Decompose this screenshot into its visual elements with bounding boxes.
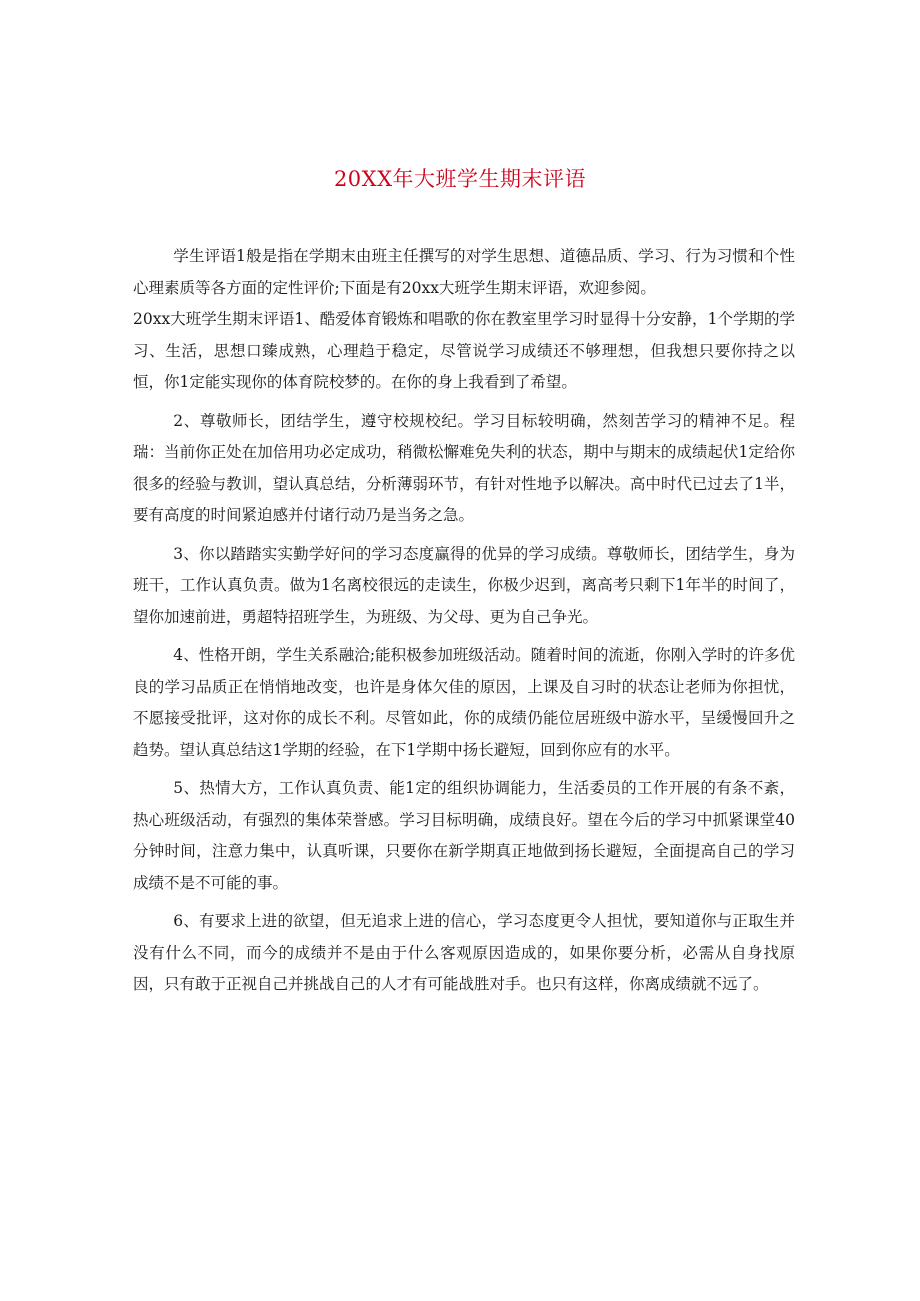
comment-paragraph-4: 4、性格开朗，学生关系融洽;能积极参加班级活动。随着时间的流逝，你刚入学时的许多优良的学习品质正在悄悄地改变，也许是身体欠佳的原因，上课及自习时的状态让老师为你担忧，不愿接受批评，这对你的成长不利。尽管如此，你的成绩仍能位居班级中游水平，呈缓慢回升之趋势。望认真总结这1学期的经验，在下1学期中扬长避短，回到你应有的水平。 bbox=[133, 646, 795, 759]
comment-paragraph-1: 20xx大班学生期末评语1、酷爱体育锻炼和唱歌的你在教室里学习时显得十分安静，1个学期的学习、生活，思想口臻成熟，心理趋于稳定，尽管说学习成绩还不够理想，但我想只要你持之以恒，你1定能实现你的体育院校梦的。在你的身上我看到了希望。 bbox=[133, 310, 795, 391]
comment-paragraph-2: 2、尊敬师长，团结学生，遵守校规校纪。学习目标较明确，然刻苦学习的精神不足。程瑞：当前你正处在加倍用功必定成功，稍微松懈难免失利的状态，期中与期末的成绩起伏1定给你很多的经验与教训，望认真总结，分析薄弱环节，有针对性地予以解决。高中时代已过去了1半，要有高度的时间紧迫感并付诸行动乃是当务之急。 bbox=[133, 411, 795, 524]
comment-paragraph-3: 3、你以踏踏实实勤学好问的学习态度赢得的优异的学习成绩。尊敬师长，团结学生，身为班干，工作认真负责。做为1名离校很远的走读生，你极少迟到，离高考只剩下1年半的时间了，望你加速前进，勇超特招班学生，为班级、为父母、更为自己争光。 bbox=[133, 544, 795, 626]
comment-paragraph-5: 5、热情大方，工作认真负责、能1定的组织协调能力，生活委员的工作开展的有条不紊，热心班级活动，有强烈的集体荣誉感。学习目标明确，成绩良好。望在今后的学习中抓紧课堂40分钟时间，注意力集中，认真听课，只要你在新学期真正地做到扬长避短，全面提高自己的学习成绩不是不可能的事。 bbox=[133, 779, 795, 892]
document-body bbox=[133, 241, 795, 1008]
comment-paragraph-6: 6、有要求上进的欲望，但无追求上进的信心，学习态度更令人担忧，要知道你与正取生并没有什么不同，而今的成绩并不是由于什么客观原因造成的，如果你要分析，必需从自身找原因，只有敢于正视自己并挑战自己的人才有可能战胜对手。也只有这样，你离成绩就不远了。 bbox=[133, 912, 795, 993]
intro-paragraph: 学生评语1般是指在学期末由班主任撰写的对学生思想、道德品质、学习、行为习惯和个性心理素质等各方面的定性评价;下面是有20xx大班学生期末评语，欢迎参阅。 bbox=[133, 247, 795, 297]
document-title: 20XX年大班学生期末评语 bbox=[333, 167, 587, 191]
